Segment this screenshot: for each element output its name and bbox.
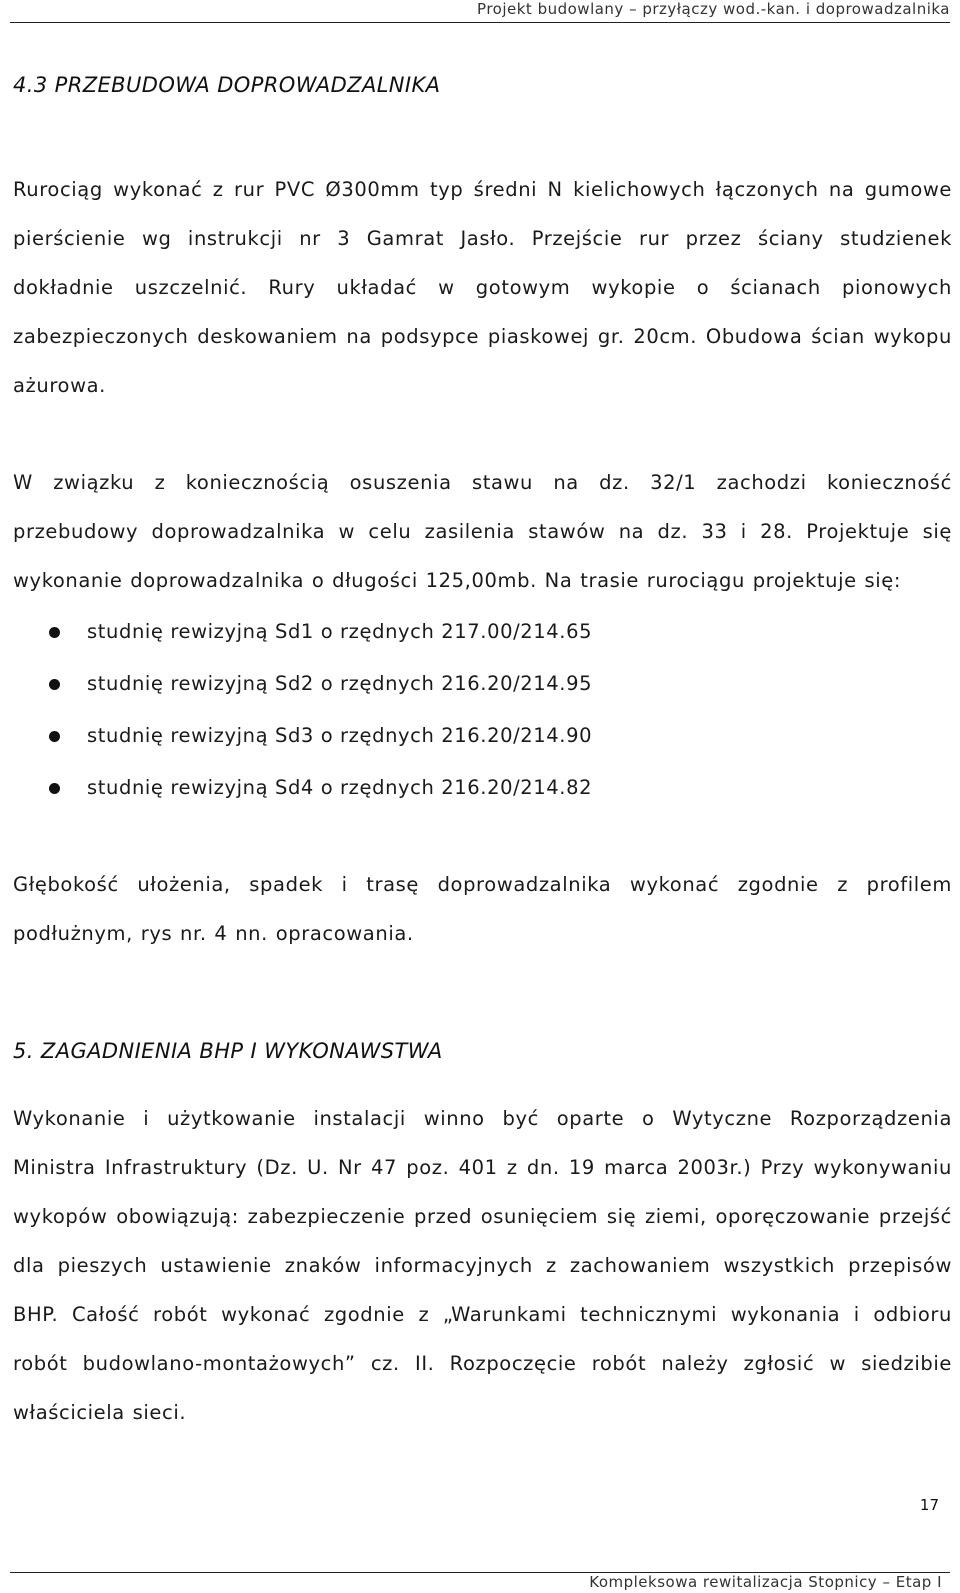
section-5-heading [13, 1039, 443, 1063]
section-4-3-paragraph-3: Głębokość ułożenia, spadek i trasę doprowadzalnika wykonać zgodnie z profilem podłużnym, rys nr. 4 nn. opracowania. [13, 873, 952, 945]
bullet-icon [49, 679, 60, 690]
list-item-text: studnię rewizyjną Sd3 o rzędnych 216.20/214.90 [87, 724, 593, 747]
list-item-text: studnię rewizyjną Sd1 o rzędnych 217.00/214.65 [87, 620, 593, 643]
section-4-3-paragraph-1: Rurociąg wykonać z rur PVC Ø300mm typ średni N kielichowych łączonych na gumowe pierścienie wg instrukcji nr 3 Gamrat Jasło. Przejście rur przez ściany studzienek dokładnie uszczelnić. Rury układać w gotowym wykopie o ścianach pionowych zabezpieczonych deskowaniem na podsypce piaskowej gr. 20cm. Obudowa ścian wykopu ażurowa. [13, 178, 952, 397]
section-4-3-paragraph-2: W związku z koniecznością osuszenia stawu na dz. 32/1 zachodzi konieczność przebudowy doprowadzalnika w celu zasilenia stawów na dz. 33 i 28. Projektuje się wykonanie doprowadzalnika o długości 125,00mb. Na trasie rurociągu projektuje się: [13, 471, 952, 592]
list-item [40, 762, 592, 814]
running-footer: Kompleksowa rewitalizacja Stopnicy – Etap I [589, 1573, 942, 1591]
bullet-icon [49, 627, 60, 638]
bullet-icon [49, 731, 60, 742]
running-header: Projekt budowlany – przyłączy wod.-kan. i doprowadzalnika [477, 0, 950, 18]
header-divider [10, 22, 950, 23]
list-item [40, 658, 592, 710]
section-5-paragraph: Wykonanie i użytkowanie instalacji winno być oparte o Wytyczne Rozporządzenia Ministra Infrastruktury (Dz. U. Nr 47 poz. 401 z dn. 19 marca 2003r.) Przy wykonywaniu wykopów obowiązują: zabezpieczenie przed osunięciem się ziemi, oporęczowanie przejść dla pieszych ustawienie znaków informacyjnych z zachowaniem wszystkich przepisów BHP. Całość robót wykonać zgodnie z „Warunkami technicznymi wykonania i odbioru robót budowlano-montażowych” cz. II. Rozpoczęcie robót należy zgłosić w siedzibie właściciela sieci. [13, 1107, 952, 1424]
section-5-title: ZAGADNIENIA BHP I WYKONAWSTWA [40, 1039, 443, 1063]
list-item [40, 606, 592, 658]
section-5-number: 5. [13, 1039, 34, 1063]
list-item [40, 710, 592, 762]
bullet-icon [49, 783, 60, 794]
manhole-list [40, 606, 592, 814]
list-item-text: studnię rewizyjną Sd2 o rzędnych 216.20/214.95 [87, 672, 593, 695]
list-item-text: studnię rewizyjną Sd4 o rzędnych 216.20/214.82 [87, 776, 593, 799]
page-number: 17 [919, 1496, 939, 1514]
section-4-3-heading: 4.3 PRZEBUDOWA DOPROWADZALNIKA [13, 73, 441, 97]
